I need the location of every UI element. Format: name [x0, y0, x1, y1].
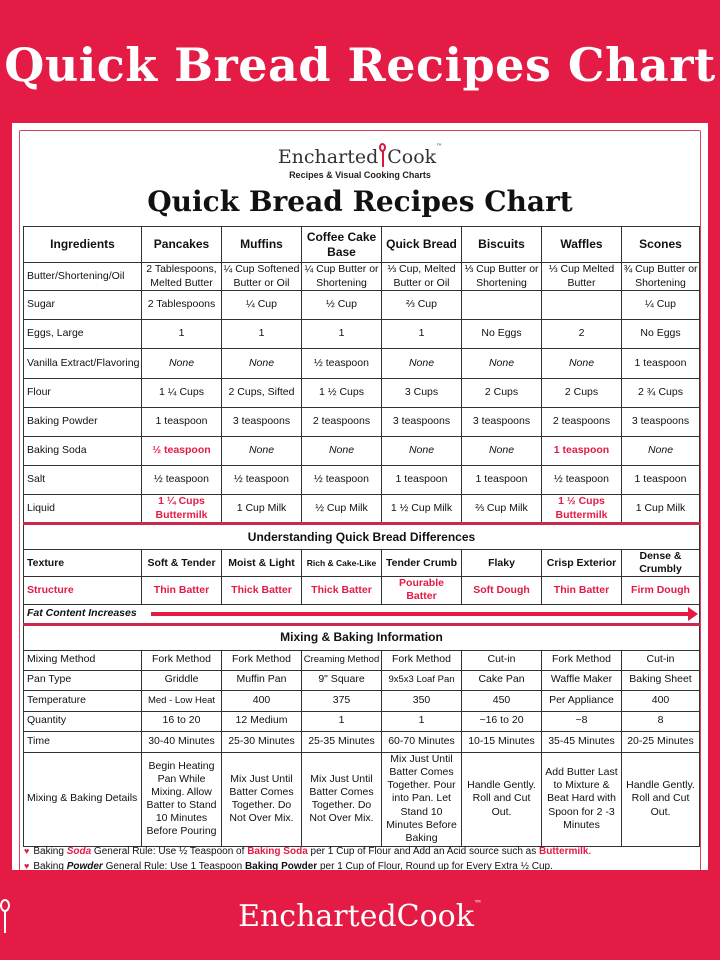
note-text: General Rule: Use ½ Teaspoon of [91, 846, 248, 857]
table-cell: 2 teaspoons [542, 408, 622, 437]
table-cell: 1 teaspoon [462, 466, 542, 495]
table-row [24, 670, 700, 690]
row-label: Flour [24, 379, 142, 408]
structure-row [24, 577, 700, 604]
table-cell: 25-30 Minutes [222, 731, 302, 752]
table-cell: Mix Just Until Batter Comes Together. Pour into Pan. Let Stand 10 Minutes Before Baking [382, 752, 462, 846]
table-cell: ¾ Cup Butter or Shortening [623, 263, 698, 289]
header-row [24, 227, 700, 263]
table-cell: Waffle Maker [542, 670, 622, 690]
section-title-row [24, 624, 700, 650]
table-cell: 1 Cup Milk [622, 495, 700, 524]
row-label: Quantity [24, 711, 142, 731]
table-cell: 3 Cups [382, 379, 462, 408]
table-cell: 1 ½ Cup Milk [382, 495, 462, 524]
column-header: Biscuits [462, 227, 542, 263]
table-cell: 1 [382, 711, 462, 731]
fat-content-row [24, 604, 700, 624]
table-cell: 3 teaspoons [622, 408, 700, 437]
table-cell: Baking Sheet [622, 670, 700, 690]
table-cell: 20-25 Minutes [622, 731, 700, 752]
table-cell: Cake Pan [462, 670, 542, 690]
table-cell: Moist & Light [222, 550, 302, 577]
table-cell: 1 [302, 711, 382, 731]
chart-title: Quick Bread Recipes Chart [147, 185, 573, 218]
logo-tagline: Recipes & Visual Cooking Charts [289, 170, 431, 180]
table-cell: None [622, 437, 700, 466]
table-cell: None [382, 349, 462, 379]
general-rules [24, 844, 700, 870]
table-cell: Tender Crumb [382, 550, 462, 577]
table-cell: 2 ¾ Cups [622, 379, 700, 408]
note-emphasis: Soda [66, 846, 92, 857]
table-cell: Mix Just Until Batter Comes Together. Do Not Over Mix. [222, 752, 302, 846]
table-row [24, 320, 700, 349]
table-cell: 10-15 Minutes [462, 731, 542, 752]
table-cell: ½ teaspoon [302, 349, 382, 379]
table-cell: Thick Batter [302, 577, 382, 604]
table-cell: No Eggs [462, 320, 542, 349]
table-cell: Med - Low Heat [142, 690, 222, 711]
table-cell: Crisp Exterior [542, 550, 622, 577]
table-cell: 1 teaspoon [622, 349, 700, 379]
row-label: Salt [24, 466, 142, 495]
table-row [24, 437, 700, 466]
table-cell: Handle Gently. Roll and Cut Out. [462, 752, 542, 846]
row-label: Time [24, 731, 142, 752]
table-cell: 400 [622, 690, 700, 711]
texture-row [24, 550, 700, 577]
row-label: Pan Type [24, 670, 142, 690]
powder-rule [24, 859, 700, 870]
table-cell: None [222, 437, 302, 466]
table-cell: 1 [382, 320, 462, 349]
table-cell: Cut-in [462, 650, 542, 670]
table-cell: ¼ Cup [622, 291, 700, 320]
note-emphasis: Baking Powder [244, 861, 318, 870]
footer-logo [0, 899, 720, 940]
table-cell: 8 [622, 711, 700, 731]
table-cell: None [382, 437, 462, 466]
note-emphasis: Powder [66, 861, 103, 870]
logo-name-left: Encharted [277, 146, 379, 168]
row-label: Texture [24, 550, 142, 577]
row-label: Liquid [24, 495, 142, 524]
table-cell: 12 Medium [222, 711, 302, 731]
heart-icon: ♥ [24, 861, 30, 870]
row-label: Baking Powder [24, 408, 142, 437]
table-cell: 2 Cups, Sifted [222, 379, 302, 408]
table-cell: 2 Cups [462, 379, 542, 408]
logo-wordmark [12, 143, 708, 168]
table-cell: Flaky [462, 550, 542, 577]
table-cell: Pourable Batter [382, 577, 462, 604]
table-cell: 375 [302, 690, 382, 711]
table-row [24, 408, 700, 437]
note-text: per 1 Cup of Flour, Round up for Every Extra ½ Cup. [317, 861, 553, 870]
table-cell: Soft Dough [462, 577, 542, 604]
row-label: Butter/Shortening/Oil [24, 263, 142, 291]
table-cell: 1 [222, 320, 302, 349]
table-row [24, 379, 700, 408]
note-emphasis: Baking Soda [247, 846, 308, 857]
table-cell: Mix Just Until Batter Comes Together. Do Not Over Mix. [302, 752, 382, 846]
table-cell: None [222, 349, 302, 379]
table-row [24, 752, 700, 846]
table-row [24, 731, 700, 752]
row-label: Mixing & Baking Details [24, 752, 142, 846]
table-row [24, 466, 700, 495]
table-cell: 1 teaspoon [622, 466, 700, 495]
table-cell: ~8 [542, 711, 622, 731]
section-title-row [24, 524, 700, 550]
table-cell: Thin Batter [542, 577, 622, 604]
table-cell: 2 [542, 320, 622, 349]
table-cell: None [302, 437, 382, 466]
table-cell [542, 291, 622, 320]
column-header: Waffles [542, 227, 622, 263]
table-cell: Per Appliance [542, 690, 622, 711]
table-row [24, 711, 700, 731]
table-cell: ½ teaspoon [302, 466, 382, 495]
table-cell: 25-35 Minutes [302, 731, 382, 752]
table-cell: Thick Batter [222, 577, 302, 604]
table-cell: ⅔ Cup Milk [462, 495, 542, 524]
table-cell: 1 ½ Cups [302, 379, 382, 408]
note-text: per 1 Cup of Flour and Add an Acid source such as [307, 846, 540, 857]
table-cell: Creaming Method [302, 650, 382, 670]
table-cell: 1 ¼ Cups [142, 379, 222, 408]
column-header: Coffee Cake Base [302, 227, 382, 263]
spoon-icon [379, 143, 386, 167]
table-cell: Soft & Tender [142, 550, 222, 577]
table-cell: 30-40 Minutes [142, 731, 222, 752]
table-row [24, 263, 700, 291]
column-header: Quick Bread [382, 227, 462, 263]
table-cell: ⅓ Cup, Melted Butter or Oil [382, 263, 462, 291]
table-cell: ~16 to 20 [462, 711, 542, 731]
table-cell: ⅓ Cup Melted Butter [542, 263, 622, 291]
row-label: Mixing Method [24, 650, 142, 670]
table-cell: ⅓ Cup Butter or Shortening [462, 263, 542, 291]
table-cell: Thin Batter [142, 577, 222, 604]
table-cell: Rich & Cake-Like [302, 550, 382, 577]
note-text: . [588, 846, 592, 857]
table-cell: Fork Method [142, 650, 222, 670]
table-cell: 1 ½ Cups Buttermilk [542, 495, 622, 524]
banner-title: Quick Bread Recipes Chart [4, 38, 716, 92]
row-label: Structure [24, 577, 142, 604]
table-row [24, 690, 700, 711]
table-cell: 450 [462, 690, 542, 711]
table-cell: 1 teaspoon [142, 408, 222, 437]
table-row [24, 650, 700, 670]
table-cell: 16 to 20 [142, 711, 222, 731]
table-cell: ⅔ Cup [382, 291, 462, 320]
table-cell: ½ teaspoon [142, 437, 222, 466]
table-cell: Begin Heating Pan While Mixing. Allow Batter to Stand 10 Minutes Before Pouring [142, 752, 222, 846]
footer-logo-right: Cook [396, 899, 474, 934]
section-title: Understanding Quick Bread Differences [24, 524, 700, 550]
table-cell: 1 [142, 320, 222, 349]
fat-arrow [142, 604, 700, 624]
section-title: Mixing & Baking Information [24, 624, 700, 650]
table-row [24, 349, 700, 379]
table-cell: 2 Tablespoons [142, 291, 222, 320]
table-cell: ¼ Cup Softened Butter or Oil [222, 263, 302, 291]
table-cell: Griddle [142, 670, 222, 690]
table-cell: 1 teaspoon [542, 437, 622, 466]
trademark: ™ [473, 899, 482, 908]
note-text: Baking [33, 861, 67, 870]
table-row [24, 291, 700, 320]
note-emphasis: Buttermilk [539, 846, 589, 857]
logo-name-right: Cook [387, 146, 437, 168]
table-cell: 2 teaspoons [302, 408, 382, 437]
chart-card [12, 123, 708, 870]
table-cell: 3 teaspoons [222, 408, 302, 437]
header-logo [12, 143, 708, 180]
row-label: Temperature [24, 690, 142, 711]
row-label: Sugar [24, 291, 142, 320]
arrow-right-icon [151, 612, 691, 616]
row-label: Vanilla Extract/Flavoring [24, 349, 142, 379]
table-cell: 3 teaspoons [462, 408, 542, 437]
column-header: Pancakes [142, 227, 222, 263]
table-cell: ½ teaspoon [542, 466, 622, 495]
heart-icon: ♥ [24, 846, 30, 856]
table-cell: ¼ Cup Butter or Shortening [302, 263, 382, 291]
table-cell: Add Butter Last to Mixture & Beat Hard with Spoon for 2 -3 Minutes [542, 752, 622, 846]
table-cell: Fork Method [222, 650, 302, 670]
table-cell: Dense & Crumbly [622, 550, 700, 577]
table-cell: ½ teaspoon [222, 466, 302, 495]
table-cell: 1 ¼ Cups Buttermilk [142, 495, 222, 524]
table-cell: ½ Cup Milk [302, 495, 382, 524]
note-text: Baking [33, 846, 67, 857]
table-cell: Cut-in [622, 650, 700, 670]
footer-logo-left: Encharted [238, 899, 397, 934]
table-cell: ½ teaspoon [142, 466, 222, 495]
table-cell: ¼ Cup [222, 291, 302, 320]
table-cell: 2 Cups [542, 379, 622, 408]
table-row [24, 495, 700, 524]
table-cell: 1 [302, 320, 382, 349]
row-label: Eggs, Large [24, 320, 142, 349]
table-cell: 3 teaspoons [382, 408, 462, 437]
table-cell [462, 291, 542, 320]
table-cell: None [462, 349, 542, 379]
table-cell: Fork Method [382, 650, 462, 670]
table-cell: 35-45 Minutes [542, 731, 622, 752]
table-cell: 1 Cup Milk [222, 495, 302, 524]
table-cell: ½ Cup [302, 291, 382, 320]
table-cell: None [542, 349, 622, 379]
table-cell: Muffin Pan [222, 670, 302, 690]
table-cell: 60-70 Minutes [382, 731, 462, 752]
trademark: ™ [436, 143, 443, 150]
table-cell: None [462, 437, 542, 466]
column-header: Muffins [222, 227, 302, 263]
table-cell: 2 Tablespoons, Melted Butter [142, 263, 222, 291]
table-cell: No Eggs [622, 320, 700, 349]
soda-rule [24, 844, 700, 859]
table-cell: 400 [222, 690, 302, 711]
table-cell: 9" Square [302, 670, 382, 690]
table-cell: 350 [382, 690, 462, 711]
table-cell: Fork Method [542, 650, 622, 670]
table-cell: Handle Gently. Roll and Cut Out. [622, 752, 700, 846]
row-label: Baking Soda [24, 437, 142, 466]
table-cell: None [142, 349, 222, 379]
column-header-ingredients: Ingredients [24, 227, 142, 263]
column-header: Scones [622, 227, 700, 263]
note-text: General Rule: Use 1 Teaspoon [102, 861, 245, 870]
table-cell: Firm Dough [622, 577, 700, 604]
recipe-table [23, 226, 700, 847]
fat-content-label: Fat Content Increases [24, 604, 142, 624]
table-cell: 9x5x3 Loaf Pan [382, 670, 462, 690]
table-cell: 1 teaspoon [382, 466, 462, 495]
